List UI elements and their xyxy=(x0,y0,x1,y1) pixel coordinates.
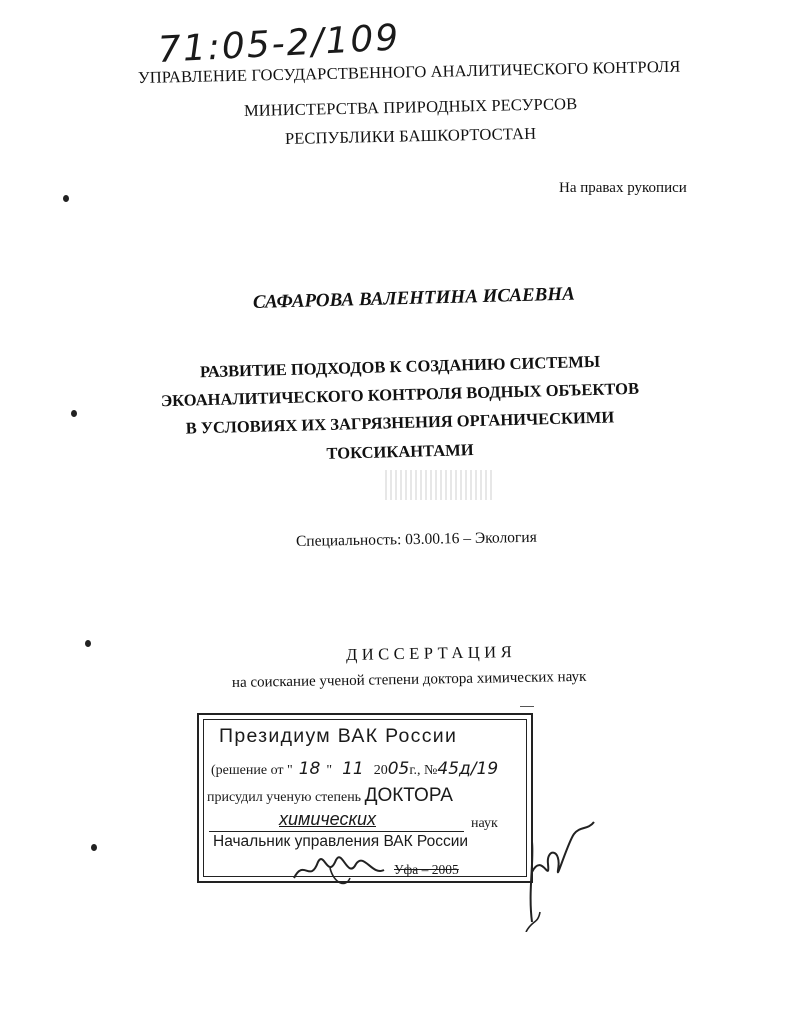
bleed-through-smudge xyxy=(385,470,495,500)
dissertation-title-line-2: ЭКОАНАЛИТИЧЕСКОГО КОНТРОЛЯ ВОДНЫХ ОБЪЕКТОВ xyxy=(160,378,640,411)
stamp-head-title: Начальник управления ВАК России xyxy=(213,833,469,850)
degree-line: на соискание ученой степени доктора химических наук xyxy=(231,668,587,691)
stamp-decision-number: 45д/19 xyxy=(437,759,499,779)
organization-line-3: РЕСПУБЛИКИ БАШКОРТОСТАН xyxy=(284,123,537,148)
dissertation-title-line-1: РАЗВИТИЕ ПОДХОДОВ К СОЗДАНИЮ СИСТЕМЫ xyxy=(199,351,601,382)
stamp-decision-day: 18 xyxy=(298,759,321,779)
manuscript-note: На правах рукописи xyxy=(559,180,687,196)
binding-hole-4 xyxy=(91,844,97,851)
dissertation-title-line-4: ТОКСИКАНТАМИ xyxy=(326,440,474,463)
stamp-decision-line xyxy=(211,759,498,779)
stamp-heading: Президиум ВАК России xyxy=(219,725,458,747)
stamp-quote-close: " xyxy=(326,763,333,778)
stamp-awarded-line xyxy=(207,785,453,807)
document-type: ДИССЕРТАЦИЯ xyxy=(345,642,517,664)
stamp-science-suffix: наук xyxy=(471,816,498,831)
binding-hole-3 xyxy=(85,640,91,647)
dissertation-title-line-3: В УСЛОВИЯХ ИХ ЗАГРЯЗНЕНИЯ ОРГАНИЧЕСКИМИ xyxy=(185,407,615,438)
stamp-signature xyxy=(290,840,400,890)
margin-signature xyxy=(518,812,603,932)
stamp-science-handwritten: химических xyxy=(279,809,376,829)
stamp-awarded-degree: ДОКТОРА xyxy=(364,785,453,806)
stamp-year-prefix: 20 xyxy=(373,763,388,778)
archive-code: 71:05-2/109 xyxy=(156,17,402,71)
organization-line-2: МИНИСТЕРСТВА ПРИРОДНЫХ РЕСУРСОВ xyxy=(243,94,578,120)
binding-hole-2 xyxy=(71,410,77,417)
author-name: САФАРОВА ВАЛЕНТИНА ИСАЕВНА xyxy=(252,283,576,313)
place-year: Уфа – 2005 xyxy=(394,862,459,877)
stamp-year-suffix: г., № xyxy=(409,763,438,778)
stamp-science-underline xyxy=(209,831,464,832)
organization-line-1: УПРАВЛЕНИЕ ГОСУДАРСТВЕННОГО АНАЛИТИЧЕСКОГО КОНТРОЛЯ xyxy=(137,56,681,87)
stamp-corner-mark xyxy=(520,706,534,707)
binding-hole-1 xyxy=(63,195,69,202)
stamp-decision-prefix: (решение от " xyxy=(211,763,293,778)
stamp-decision-year: 05 xyxy=(387,759,410,779)
stamp-decision-month: 11 xyxy=(342,759,364,779)
stamp-awarded-prefix: присудил ученую степень xyxy=(207,790,362,805)
specialty: Специальность: 03.00.16 – Экология xyxy=(295,528,537,550)
